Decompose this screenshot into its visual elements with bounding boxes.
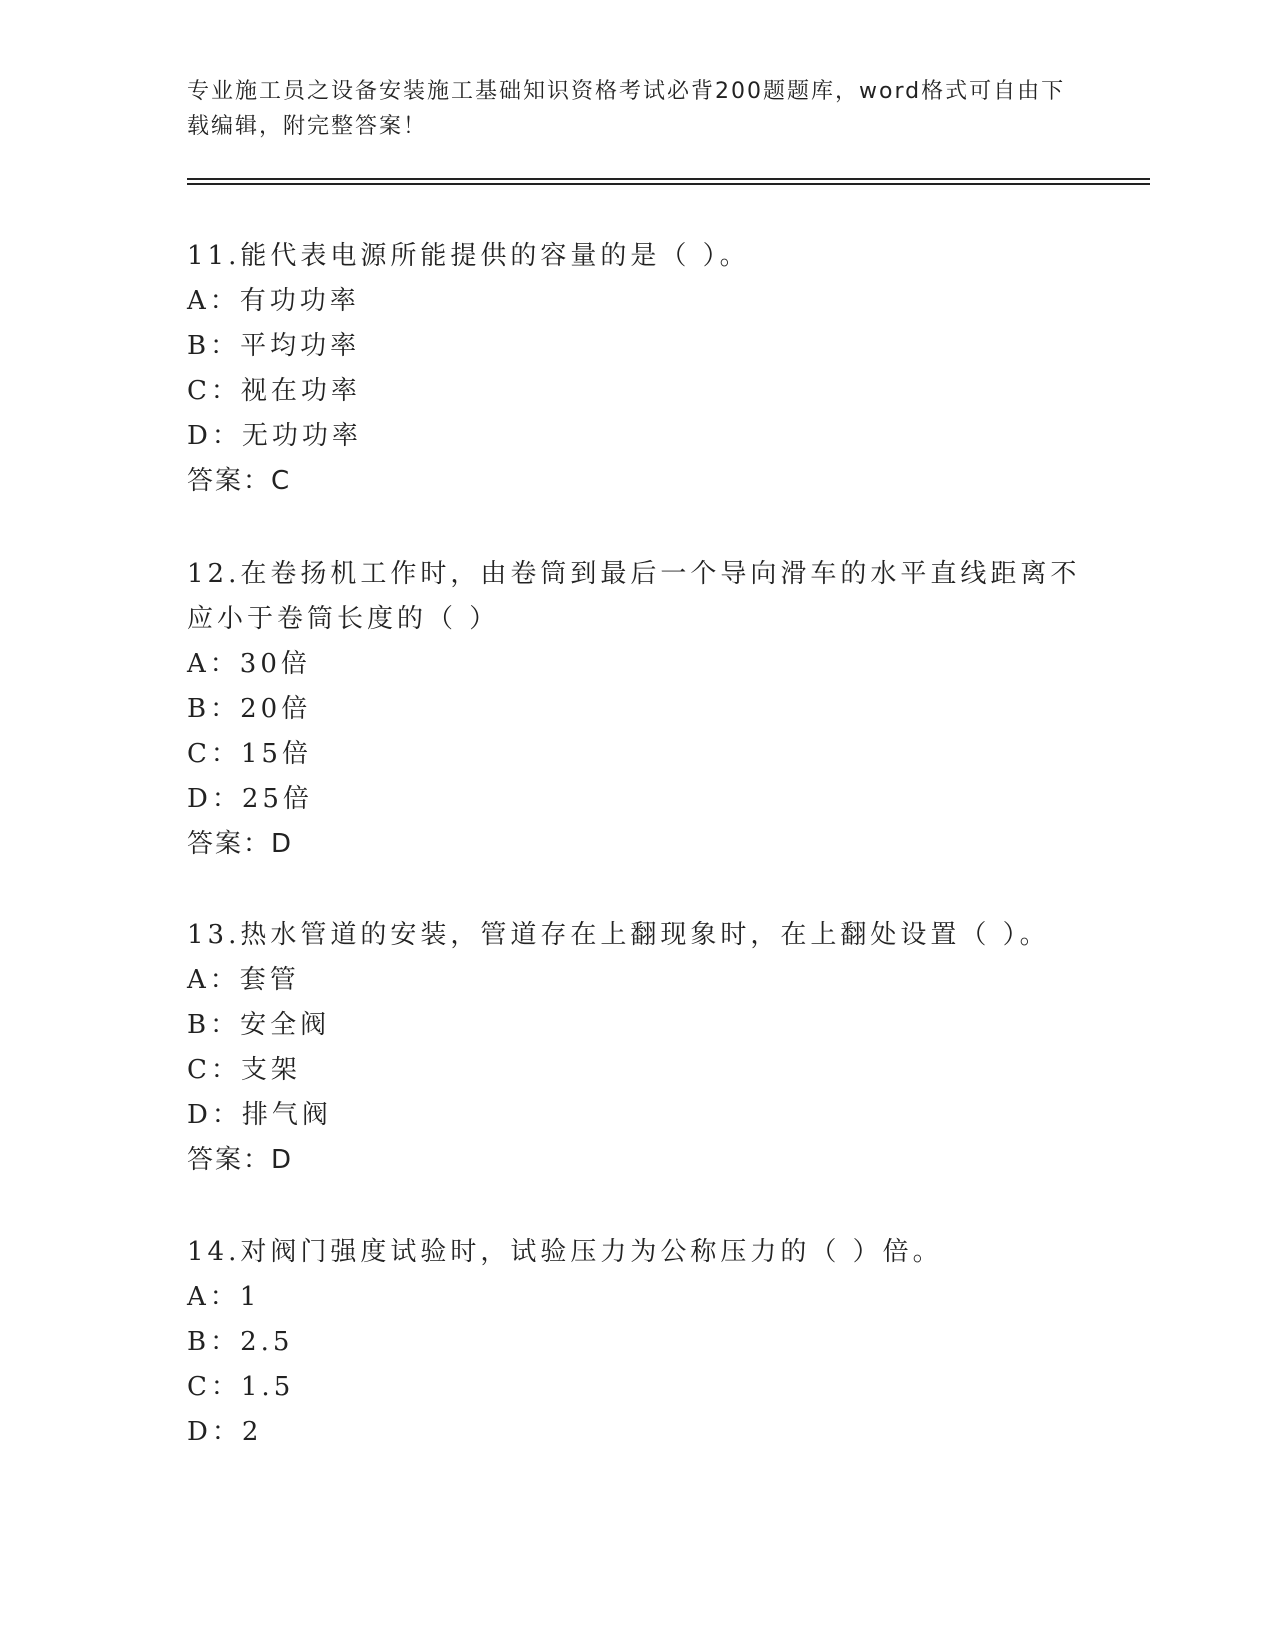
- question-stem: 12.在卷扬机工作时，由卷筒到最后一个导向滑车的水平直线距离不应小于卷筒长度的（ ）: [187, 559, 1081, 634]
- option-d: D：排气阀: [187, 1100, 332, 1130]
- question-14: [187, 1230, 1087, 1455]
- option-b: B：安全阀: [187, 1010, 331, 1040]
- option-b: B：平均功率: [187, 331, 361, 361]
- answer: 答案：D: [187, 829, 294, 859]
- answer: 答案：D: [187, 1145, 294, 1175]
- option-d: D：25倍: [187, 784, 313, 814]
- option-a: A：1: [187, 1282, 261, 1312]
- option-c: C：15倍: [187, 739, 312, 769]
- option-c: C：视在功率: [187, 376, 361, 406]
- option-d: D：2: [187, 1417, 263, 1447]
- option-c: C：支架: [187, 1055, 301, 1085]
- header-divider-bottom: [187, 183, 1150, 185]
- question-stem: 14.对阀门强度试验时，试验压力为公称压力的（ ）倍。: [187, 1237, 943, 1267]
- option-a: A：30倍: [187, 649, 311, 679]
- answer: 答案：C: [187, 466, 292, 496]
- question-12: [187, 552, 1087, 867]
- option-c: C：1.5: [187, 1372, 295, 1402]
- question-11: [187, 234, 1087, 504]
- option-a: A：套管: [187, 965, 300, 995]
- question-stem: 13.热水管道的安装，管道存在上翻现象时，在上翻处设置（ ）。: [187, 920, 1050, 950]
- document-header: 专业施工员之设备安装施工基础知识资格考试必背200题题库，word格式可自由下载编辑，附完整答案！: [187, 79, 1066, 139]
- header-divider-top: [187, 178, 1150, 180]
- option-b: B：2.5: [187, 1327, 294, 1357]
- option-b: B：20倍: [187, 694, 312, 724]
- option-a: A：有功功率: [187, 286, 360, 316]
- option-d: D：无功功率: [187, 421, 362, 451]
- question-stem: 11.能代表电源所能提供的容量的是（ ）。: [187, 241, 750, 271]
- question-13: [187, 913, 1087, 1183]
